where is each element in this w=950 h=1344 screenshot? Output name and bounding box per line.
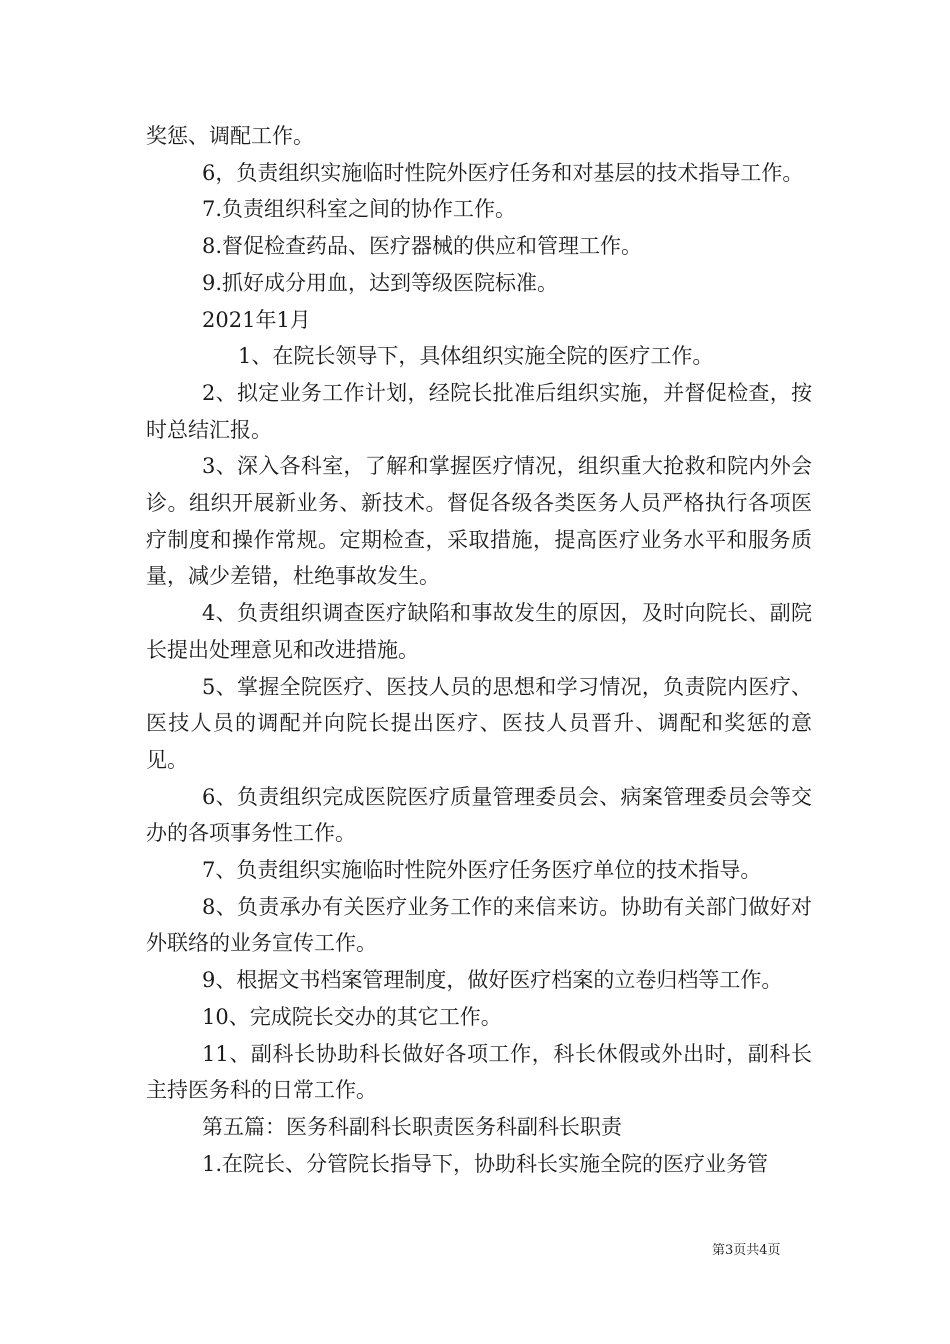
paragraph: 11、副科长协助科长做好各项工作，科长休假或外出时，副科长主持医务科的日常工作。 xyxy=(146,1041,812,1103)
paragraph: 8、负责承办有关医疗业务工作的来信来访。协助有关部门做好对外联络的业务宣传工作。 xyxy=(146,894,812,956)
document-body xyxy=(146,118,812,1182)
paragraph: 4、负责组织调查医疗缺陷和事故发生的原因，及时向院长、副院长提出处理意见和改进措施。 xyxy=(146,601,812,662)
paragraph: 8.督促检查药品、医疗器械的供应和管理工作。 xyxy=(202,234,643,259)
paragraph: 6、负责组织完成医院医疗质量管理委员会、病案管理委员会等交办的各项事务性工作。 xyxy=(146,784,812,846)
page-number-footer: 第3页共4页 xyxy=(712,1243,781,1258)
paragraph: 9、根据文书档案管理制度，做好医疗档案的立卷归档等工作。 xyxy=(202,968,783,993)
paragraph: 3、深入各科室，了解和掌握医疗情况，组织重大抢救和院内外会诊。组织开展新业务、新技术。督促各级各类医务人员严格执行各项医疗制度和操作常规。定期检查，采取措施，提高医疗业务水平和服务质量，减少差错，杜绝事故发生。 xyxy=(146,454,812,589)
paragraph: 9.抓好成分用血，达到等级医院标准。 xyxy=(202,270,559,295)
paragraph: 1、在院长领导下，具体组织实施全院的医疗工作。 xyxy=(238,344,714,369)
paragraph: 6，负责组织实施临时性院外医疗任务和对基层的技术指导工作。 xyxy=(202,160,804,185)
paragraph: 10、完成院长交办的其它工作。 xyxy=(202,1004,502,1029)
section-heading: 第五篇：医务科副科长职责医务科副科长职责 xyxy=(202,1114,622,1139)
paragraph: 7.负责组织科室之间的协作工作。 xyxy=(202,197,517,222)
paragraph: 7、负责组织实施临时性院外医疗任务医疗单位的技术指导。 xyxy=(202,858,762,883)
paragraph: 奖惩、调配工作。 xyxy=(146,124,314,148)
date-line: 2021年1月 xyxy=(202,307,311,332)
paragraph: 1.在院长、分管院长指导下，协助科长实施全院的医疗业务管 xyxy=(202,1151,769,1176)
paragraph: 5、掌握全院医疗、医技人员的思想和学习情况，负责院内医疗、医技人员的调配并向院长提出医疗、医技人员晋升、调配和奖惩的意见。 xyxy=(146,674,812,772)
paragraph: 2、拟定业务工作计划，经院长批准后组织实施，并督促检查，按时总结汇报。 xyxy=(146,380,812,442)
